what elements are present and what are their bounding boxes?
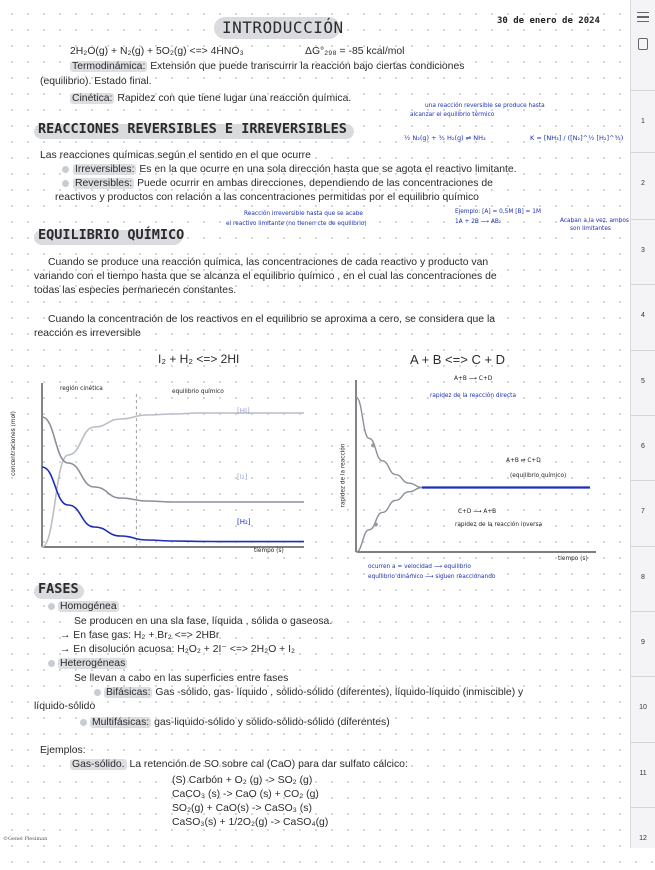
rev-text: Puede ocurrir en ambas direcciones, dependiendo de las concentraciones de xyxy=(137,178,493,189)
eq-p2a: Cuando la concentración de los reactivos en el equilibrio se aproxima a cero, se considera que la xyxy=(48,314,496,325)
multi-line xyxy=(90,716,390,729)
chart2-forward: A+B ⟶ C+D xyxy=(454,376,493,382)
page-date: 30 de enero de 2024 xyxy=(497,16,600,26)
fases-heading: FASES xyxy=(38,581,79,597)
homog2-text: En fase gas: H₂ + Br₂ <=> 2HBr xyxy=(73,630,220,641)
tab-12[interactable]: 12 xyxy=(631,807,655,870)
note-example-2: 1A + 2B ⟶ AB₂ xyxy=(455,219,502,225)
chart2-eq: A+B ⇌ C+D xyxy=(506,458,541,464)
irrev-line xyxy=(73,163,517,176)
bif-line xyxy=(104,686,523,699)
chart1-xlabel: tiempo (s) xyxy=(254,548,284,554)
note-example-4: son limitantes xyxy=(570,226,611,232)
tab-8[interactable]: 8 xyxy=(631,546,655,609)
chart2-series-1 xyxy=(356,488,422,553)
chart2-xlabel: tiempo (s) xyxy=(558,556,588,562)
chart1-h2-label: [H₂] xyxy=(237,518,251,526)
cinetica-label: Cinética: xyxy=(72,93,113,104)
chart1-region-eq: equilibrio químico xyxy=(172,389,224,395)
bullet-homog xyxy=(48,603,55,610)
reaction-2: CaCO₃ (s) -> CaO (s) + CO₂ (g) xyxy=(172,789,319,800)
homog2: → En fase gas: H₂ + Br₂ <=> 2HBr xyxy=(60,630,220,641)
rev-line xyxy=(73,177,493,190)
bullet-multi xyxy=(80,719,87,726)
chart1-series-1 xyxy=(42,417,304,502)
note-example-3: Acaban a la vez, ambos xyxy=(560,218,629,224)
homog1: Se producen en una sla fase, líquida , sólida o gaseosa. xyxy=(74,616,333,627)
chart1-hi-label: [HI] xyxy=(237,407,250,415)
chart2-reverse: C+D ⟶ A+B xyxy=(458,509,497,515)
page-icon[interactable] xyxy=(638,38,648,50)
heterog-label xyxy=(58,657,127,670)
termo-text: Extensión que puede transcurrir la reacción bajo ciertas condiciones xyxy=(150,61,465,72)
note-reversible-2: alcanzar el equilibrio térmico xyxy=(410,112,495,118)
equilibrio-heading: EQUILIBRIO QUÍMICO xyxy=(38,227,185,243)
note-k-expression: K = [NH₃] / ([N₂]^½ [H₂]^³⁄₂) xyxy=(530,134,624,142)
chart1-series-0 xyxy=(42,413,304,547)
termo-text2: (equilibrio). Estado final. xyxy=(40,76,152,87)
irrev-label: Irreversibles: xyxy=(75,164,135,175)
homog3: → En disolución acuosa: H₂O₂ + 2I⁻ <=> 2H₂O + I₂ xyxy=(60,644,296,655)
bif-text: Gas -sólido, gas- líquido , sólido-sólido (diferentes), líquido-líquido (inmiscible) y xyxy=(155,687,524,698)
note-irrev-1: Reacción irreversible hasta que se acabe xyxy=(244,211,364,217)
chart2-bottom1: ocurren a = velocidad ⟶ equilibrio xyxy=(368,564,471,570)
intro-equation: 2H₂O(g) + N₂(g) + 5O₂(g) <=> 4HNO₃ xyxy=(70,46,244,57)
chart1-region-kinetic: región cinética xyxy=(60,386,103,392)
gs-label: Gas-sólido. xyxy=(72,759,125,770)
footer-credit: ©Genel Plesiman xyxy=(3,836,48,842)
tab-9[interactable]: 9 xyxy=(631,611,655,674)
chart2-eq-label: (equilibrio químico) xyxy=(510,473,567,479)
menu-icon[interactable] xyxy=(637,12,649,22)
chart2-series-0 xyxy=(356,397,422,487)
chart1-series-2 xyxy=(42,467,304,542)
tab-6[interactable]: 6 xyxy=(631,415,655,478)
tab-4[interactable]: 4 xyxy=(631,284,655,347)
bif-text2: líquido-sólido xyxy=(34,701,96,712)
bullet-bif xyxy=(94,689,101,696)
termo-label: Termodinámica: xyxy=(72,61,146,72)
eq-p1c: todas las especies permanecen constantes. xyxy=(34,285,237,296)
tab-2[interactable]: 2 xyxy=(631,152,655,215)
homog-label xyxy=(58,600,119,613)
eq-p1a: Cuando se produce una reacción química, las concentraciones de cada reactivo y producto van xyxy=(48,257,489,268)
chart2-title: A + B <=> C + D xyxy=(410,352,506,367)
bullet-heterog xyxy=(48,660,55,667)
tab-10[interactable]: 10 xyxy=(631,676,655,739)
reversibles-heading: REACCIONES REVERSIBLES E IRREVERSIBLES xyxy=(38,121,347,137)
reaction-4: CaSO₃(s) + 1/2O₂(g) -> CaSO₄(g) xyxy=(172,817,329,828)
chart2-forward-label: rapidez de la reacción directa xyxy=(430,393,516,399)
note-irrev-2: el reactivo limitante (no tienen cte de equilibrio) xyxy=(226,221,367,227)
irrev-text: Es en la que ocurre en una sola dirección hasta que se agota el reactivo limitante. xyxy=(139,164,517,175)
rev-label: Reversibles: xyxy=(75,178,133,189)
chart1-i2-label: [I₂] xyxy=(237,473,248,481)
intro-delta-g: ΔG°₂₉₈ = -85 kcal/mol xyxy=(305,46,405,57)
page-title: INTRODUCCIÓN xyxy=(222,18,344,37)
bullet-irrev xyxy=(62,166,69,173)
termo-line xyxy=(70,60,464,73)
tab-5[interactable]: 5 xyxy=(631,350,655,413)
bif-label: Bifásicas: xyxy=(106,687,151,698)
tab-1[interactable]: 1 xyxy=(631,90,655,153)
chart1-ylabel: concentraciones (mol) xyxy=(10,411,17,476)
reaction-1: (S) Carbón + O₂ (g) -> SO₂ (g) xyxy=(172,775,313,786)
multi-text: gas-liquido-sólido y sólido-sólido-sólido (diferentes) xyxy=(154,717,390,728)
right-sidebar xyxy=(630,0,655,848)
rev-text2: reactivos y productos con relación a las concentraciones permitidas por el equilibrio químico xyxy=(55,192,479,203)
tab-3[interactable]: 3 xyxy=(631,219,655,282)
note-nh3-equation: ½ N₂(g) + ³⁄₂ H₂(g) ⇌ NH₃ xyxy=(404,134,486,142)
gs-text: La retención de SO sobre cal (CaO) para dar sulfato cálcico: xyxy=(129,759,408,770)
eq-p1b: variando con el tiempo hasta que se alcanza el equilibrio químico , en el cual las concentraciones de xyxy=(34,271,497,282)
rev-line1: Las reacciones químicas según el sentido en el que ocurre xyxy=(40,150,311,161)
eq-p2b: reacción es irreversible xyxy=(34,328,141,339)
chart2-point-reverse xyxy=(374,522,378,526)
bullet-rev xyxy=(62,180,69,187)
chart2-reverse-label: rapidez de la reacción inversa xyxy=(455,522,543,528)
note-example-1: Ejemplo: [A] = 0,5M [B] = 1M xyxy=(455,209,541,215)
tab-7[interactable]: 7 xyxy=(631,480,655,543)
chart2-bottom2: equilibrio dinámico ⟶ siguen reaccionando xyxy=(368,574,496,580)
cinetica-text: Rapidez con que tiene lugar una reacción química. xyxy=(117,93,352,104)
multi-label: Multifásicas: xyxy=(92,717,150,728)
heterog1: Se llevan a cabo en las superficies entre fases xyxy=(74,673,289,684)
chart2-ylabel: rapidez de la reacción xyxy=(340,443,347,508)
cinetica-line xyxy=(70,92,351,105)
gs-line xyxy=(70,758,408,771)
ejemplos-label: Ejemplos: xyxy=(40,745,86,756)
chart2-point-forward xyxy=(371,443,375,447)
chart1-title: I₂ + H₂ <=> 2HI xyxy=(158,352,240,366)
note-reversible-1: una reacción reversible se produce hasta xyxy=(425,103,545,109)
heterog-label-text: Heterogéneas xyxy=(60,658,126,669)
chart2 xyxy=(336,372,606,562)
homog3-text: En disolución acuosa: H₂O₂ + 2I⁻ <=> 2H₂O + I₂ xyxy=(73,644,296,655)
tab-11[interactable]: 11 xyxy=(631,742,655,805)
homog-label-text: Homogénea xyxy=(60,601,117,612)
reaction-3: SO₂(g) + CaO(s) -> CaSO₃ (s) xyxy=(172,803,312,814)
chart1 xyxy=(28,372,318,562)
